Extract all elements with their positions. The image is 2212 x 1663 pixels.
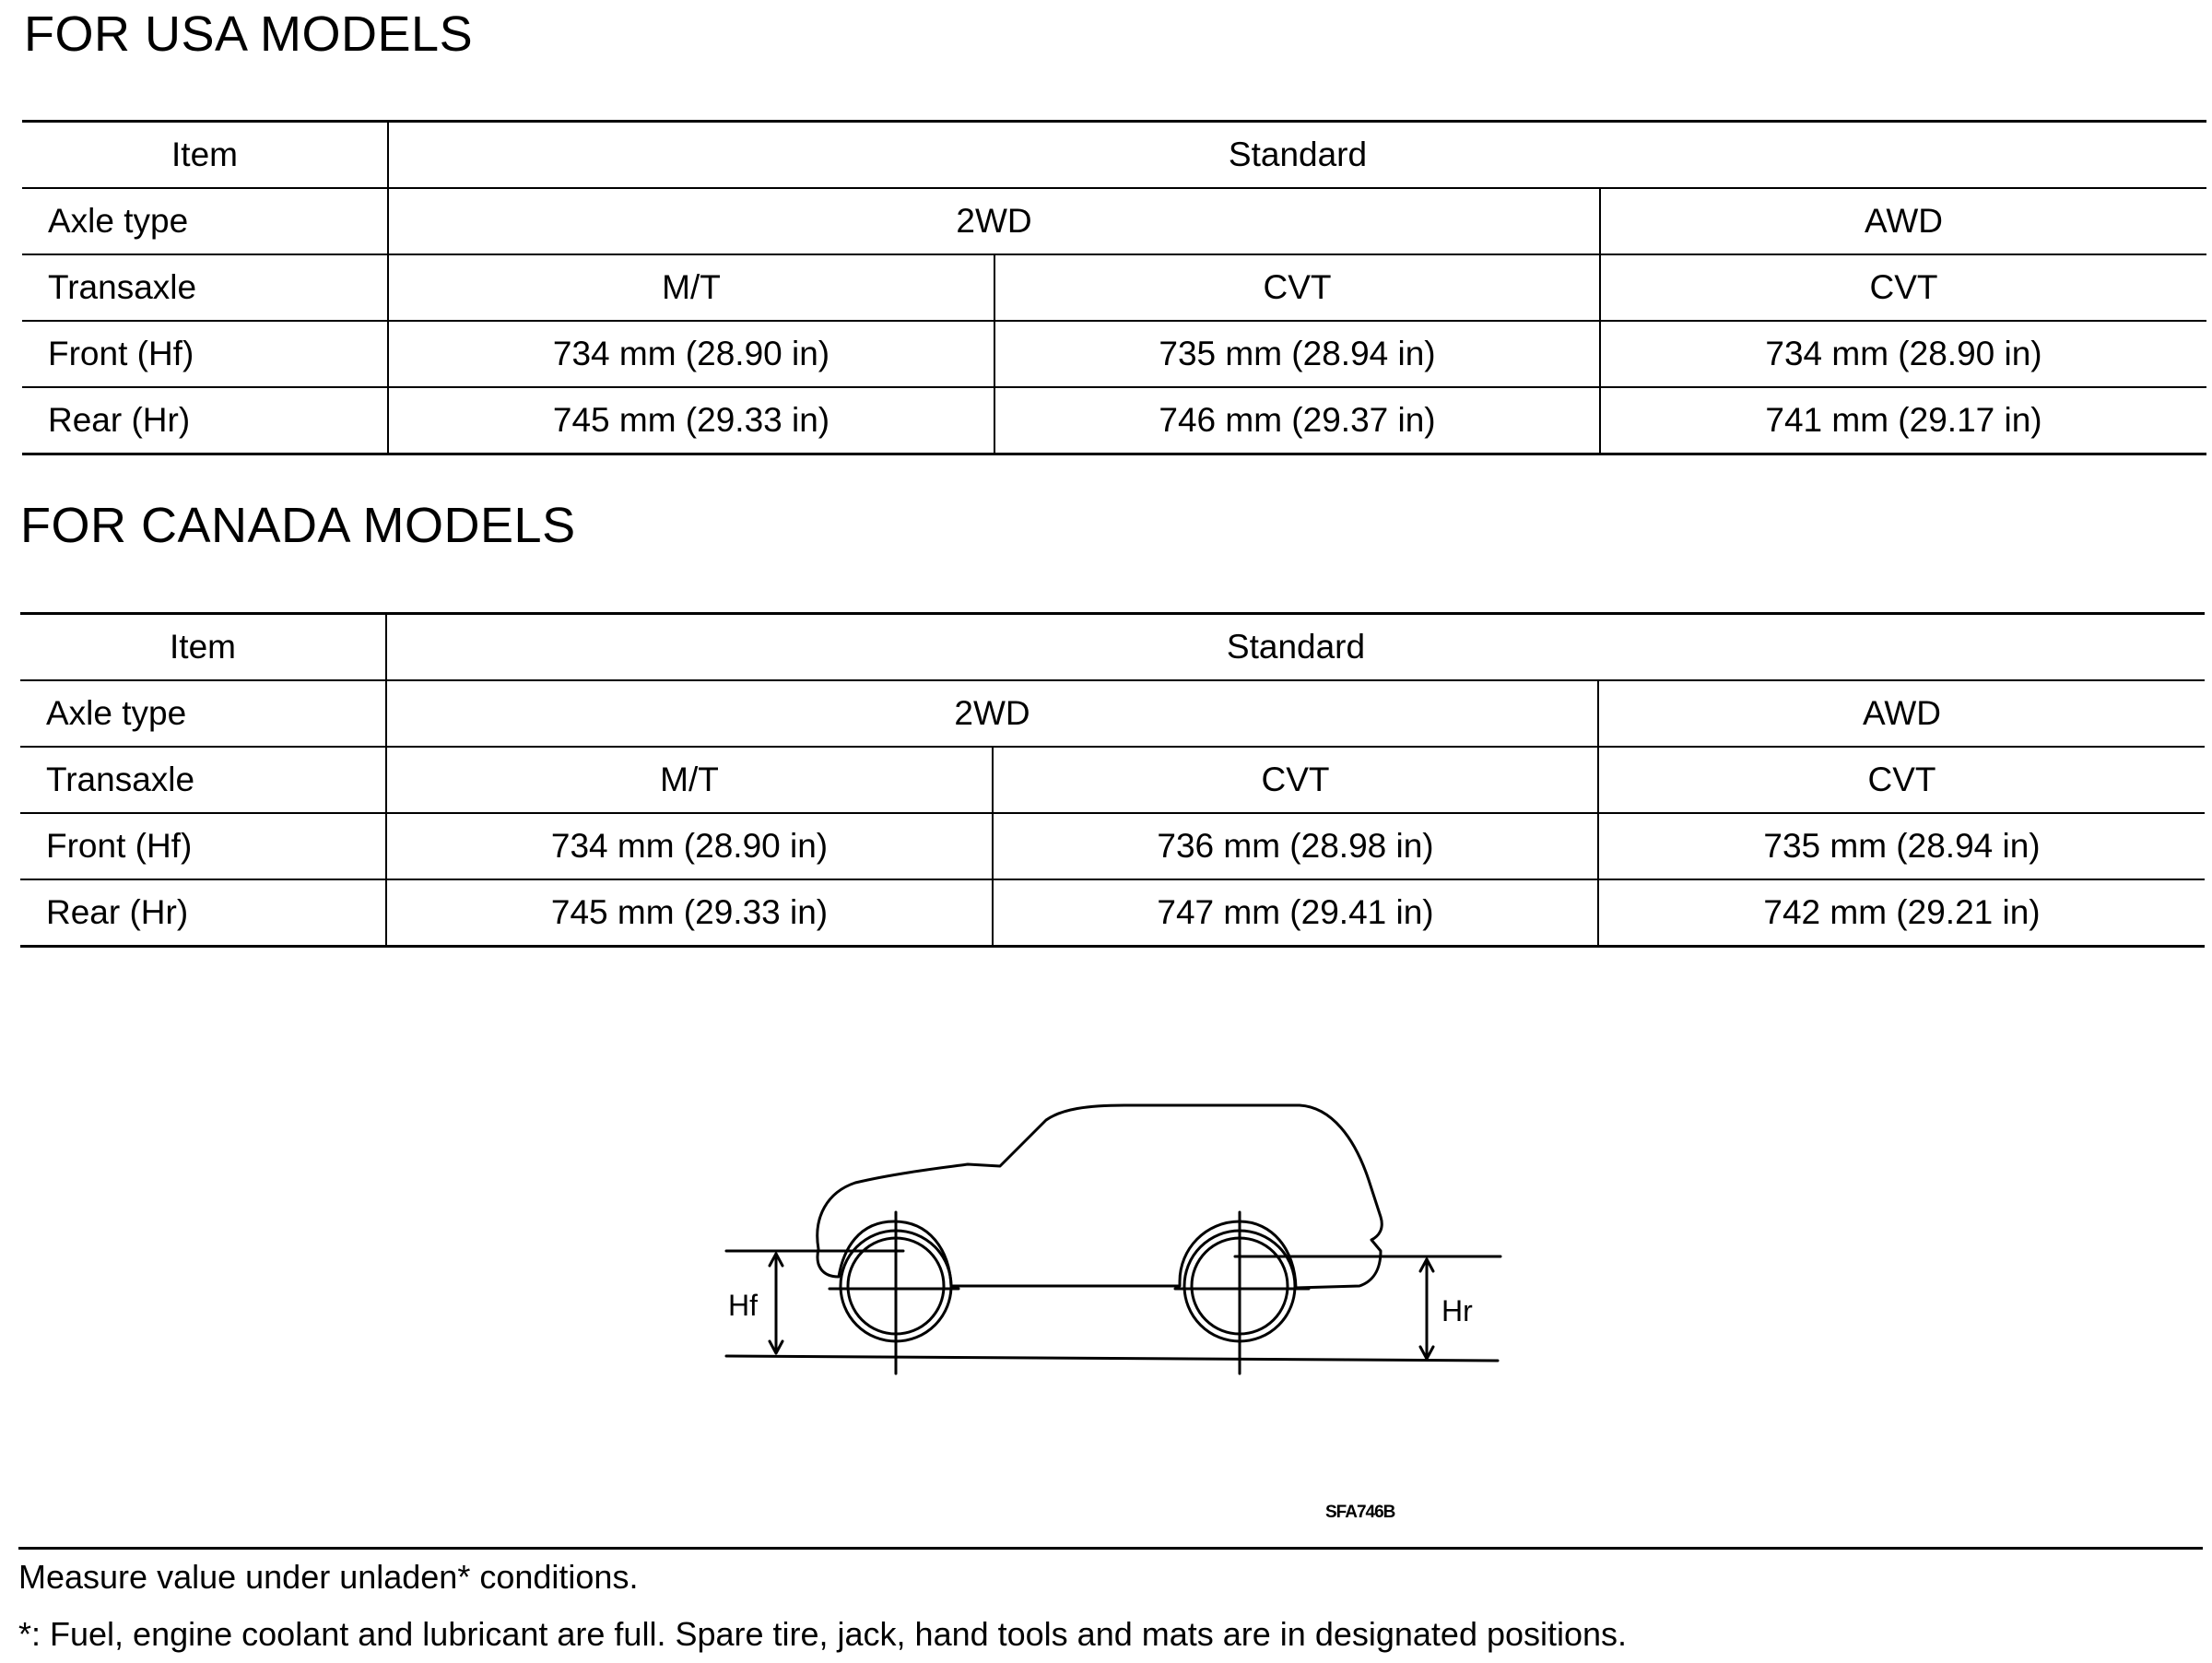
rear-height-2wd-cvt: 747 mm (29.41 in): [993, 879, 1598, 947]
vehicle-body-outline: [818, 1105, 1382, 1288]
transaxle-row: [22, 254, 2206, 321]
axle-2wd-cell: 2WD: [388, 188, 1600, 254]
table-header-row: [20, 614, 2205, 681]
axle-awd-cell: AWD: [1600, 188, 2206, 254]
front-height-row: [22, 321, 2206, 387]
item-header: Item: [20, 614, 386, 681]
rear-height-2wd-mt: 745 mm (29.33 in): [388, 387, 994, 454]
axle-type-row: [20, 680, 2205, 747]
transaxle-2wd-mt: M/T: [386, 747, 993, 813]
item-header: Item: [22, 122, 388, 189]
transaxle-2wd-cvt: CVT: [993, 747, 1598, 813]
vehicle-height-diagram: [719, 1102, 1512, 1397]
front-height-awd-cvt: 734 mm (28.90 in): [1600, 321, 2206, 387]
front-height-label: Front (Hf): [20, 813, 386, 879]
usa-section-title: FOR USA MODELS: [24, 6, 474, 62]
transaxle-label: Transaxle: [22, 254, 388, 321]
rear-height-marker-label: Hr: [1441, 1294, 1473, 1327]
rear-height-awd-cvt: 742 mm (29.21 in): [1598, 879, 2205, 947]
axle-awd-cell: AWD: [1598, 680, 2205, 747]
rear-height-2wd-cvt: 746 mm (29.37 in): [994, 387, 1600, 454]
transaxle-awd-cvt: CVT: [1598, 747, 2205, 813]
canada-spec-table: [20, 612, 2205, 948]
front-height-marker-label: Hf: [728, 1289, 758, 1322]
ground-line: [726, 1356, 1498, 1361]
front-height-2wd-mt: 734 mm (28.90 in): [388, 321, 994, 387]
rear-height-awd-cvt: 741 mm (29.17 in): [1600, 387, 2206, 454]
transaxle-label: Transaxle: [20, 747, 386, 813]
front-height-2wd-mt: 734 mm (28.90 in): [386, 813, 993, 879]
transaxle-awd-cvt: CVT: [1600, 254, 2206, 321]
transaxle-2wd-mt: M/T: [388, 254, 994, 321]
axle-type-label: Axle type: [22, 188, 388, 254]
canada-section-title: FOR CANADA MODELS: [20, 498, 576, 553]
footer-divider: [18, 1547, 2203, 1550]
measurement-note: Measure value under unladen* conditions.: [18, 1558, 639, 1596]
axle-2wd-cell: 2WD: [386, 680, 1598, 747]
standard-header: Standard: [386, 614, 2205, 681]
usa-spec-table: [22, 120, 2206, 455]
axle-type-label: Axle type: [20, 680, 386, 747]
rear-height-row: [20, 879, 2205, 947]
unladen-definition-note: *: Fuel, engine coolant and lubricant are full. Spare tire, jack, hand tools and mats are in designated positions.: [18, 1615, 1628, 1653]
front-height-2wd-cvt: 735 mm (28.94 in): [994, 321, 1600, 387]
rear-height-label: Rear (Hr): [22, 387, 388, 454]
front-height-2wd-cvt: 736 mm (28.98 in): [993, 813, 1598, 879]
standard-header: Standard: [388, 122, 2206, 189]
front-height-awd-cvt: 735 mm (28.94 in): [1598, 813, 2205, 879]
rear-height-2wd-mt: 745 mm (29.33 in): [386, 879, 993, 947]
transaxle-2wd-cvt: CVT: [994, 254, 1600, 321]
front-height-label: Front (Hf): [22, 321, 388, 387]
transaxle-row: [20, 747, 2205, 813]
figure-code: SFA746B: [1325, 1503, 1395, 1522]
front-height-row: [20, 813, 2205, 879]
axle-type-row: [22, 188, 2206, 254]
rear-height-row: [22, 387, 2206, 454]
table-header-row: [22, 122, 2206, 189]
rear-height-label: Rear (Hr): [20, 879, 386, 947]
